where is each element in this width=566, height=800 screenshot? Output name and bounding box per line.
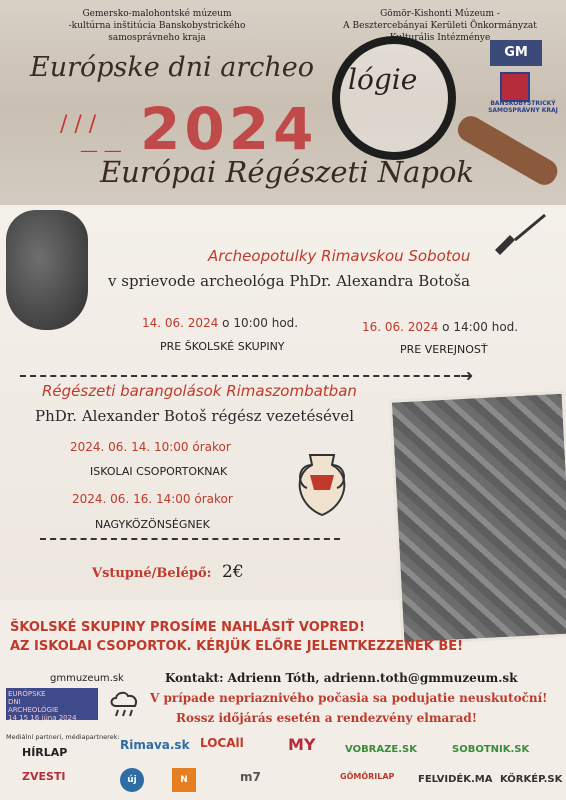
partner-korkep-logo: KÖRKÉP.SK [500,774,563,785]
rain-cloud-icon [108,688,142,722]
gm-logo: GM [490,40,542,66]
hu-event2-datetime: 2024. 06. 16. 14:00 órakor [72,492,233,506]
partner-rimava-logo: Rimava.sk [120,738,190,752]
contact-info: Kontakt: Adrienn Tóth, adrienn.toth@gmmuzeum.sk [165,671,518,685]
title-magnified: lógie [348,63,418,96]
hungarian-heading: Régészeti barangolások Rimaszombatban [42,382,357,400]
amphora-icon [282,450,362,520]
slovak-heading: Archeopotulky Rimavskou Sobotou [208,247,471,265]
museum-subtitle-sk: -kultúrna inštitúcia Banskobystrického samosprávneho kraja [68,21,246,43]
slovak-subheading: v sprievode archeológa PhDr. Alexandra Botoša [108,272,471,290]
partner-vobraze-logo: VOBRAZE.SK [345,744,417,755]
edd-logo [6,688,98,720]
edd-logo-dates: 14 15 16 júna 2024 [8,714,77,722]
partner-local-logo: LOCAll [200,736,244,750]
title-hungarian: Európai Régészeti Napok [100,155,474,189]
partners-label: Mediální partneri, médiapartnerek: [6,733,120,741]
dashed-path [40,538,340,540]
hu-event1-datetime: 2024. 06. 14. 10:00 órakor [70,440,231,454]
partner-m7-logo: m7 [240,770,261,784]
notice-hu: AZ ISKOLAI CSOPORTOK. KÉRJÜK ELŐRE JELENTKEZZENEK BE! [10,639,464,654]
sk-event1-date: 14. 06. 2024 [142,316,219,330]
partner-felvidek-logo: FELVIDÉK.MA [418,774,493,785]
weather-warning-hu: Rossz időjárás esetén a rendezvény elmarad! [176,711,478,725]
title-slovak: Európske dni archeo [30,52,314,83]
museum-subtitle-hu: A Besztercebányai Kerületi Önkormányzat Kulturális Intézménye [343,21,537,43]
accent-marks-icon: — — [80,140,122,161]
partner-my-logo: MY [288,735,316,754]
sk-event2-group: PRE VEREJNOSŤ [400,343,488,356]
museum-name-sk: Gemersko-malohontské múzeum [82,9,232,19]
hu-event1-group: ISKOLAI CSOPORTOKNAK [90,465,228,478]
accent-marks-icon: / / / [60,112,97,137]
title-year: 2024 [140,95,318,163]
edd-logo-line1: EURÓPSKE [8,690,46,698]
sk-event1-datetime [142,316,298,330]
partner-sobotnik-logo: SOBOTNIK.SK [452,744,530,755]
partner-zvesti-logo: ZVESTI [22,770,66,783]
edd-logo-line3: ARCHEOLÓGIE [8,706,59,714]
partner-hirlap-logo: HÍRLAP [22,746,68,759]
edd-logo-line2: DNI [8,698,21,706]
weather-warning-sk: V prípade nepriaznivého počasia sa podujatie neuskutoční! [150,691,548,705]
sk-event2-date: 16. 06. 2024 [362,320,439,334]
price-label: Vstupné/Belépő: [92,566,212,581]
sk-event1-time: o 10:00 hod. [222,316,299,330]
arrow-icon: ➜ [460,366,474,385]
bbsk-logo-text: BANSKOBYSTRICKÝ SAMOSPRÁVNY KRAJ [488,100,558,114]
sk-event1-group: PRE ŠKOLSKÉ SKUPINY [160,340,285,353]
sk-event2-time: o 14:00 hod. [442,320,519,334]
ancient-pot-image [6,210,88,330]
excavation-photo [389,391,566,646]
header-right [330,8,550,44]
hungarian-subheading: PhDr. Alexander Botoš régész vezetésével [35,407,355,425]
brush-icon [490,210,550,260]
partner-gomorilap-logo: GÖMÖRILAP [340,772,395,781]
bbsk-crest-icon [500,72,530,102]
dashed-path [20,375,460,377]
magnifier-icon [332,36,456,160]
partner-uj-logo: új [120,768,144,792]
partner-n-logo: N [172,768,196,792]
museum-name-hu: Gömör-Kishonti Múzeum - [380,9,500,19]
price-value: 2€ [222,562,244,582]
header-left [42,8,272,44]
notice-sk: ŠKOLSKÉ SKUPINY PROSÍME NAHLÁSIŤ VOPRED! [10,620,365,635]
website: gmmuzeum.sk [50,673,124,684]
hu-event2-group: NAGYKÖZÖNSÉGNEK [95,518,210,531]
sk-event2-datetime [362,320,518,334]
